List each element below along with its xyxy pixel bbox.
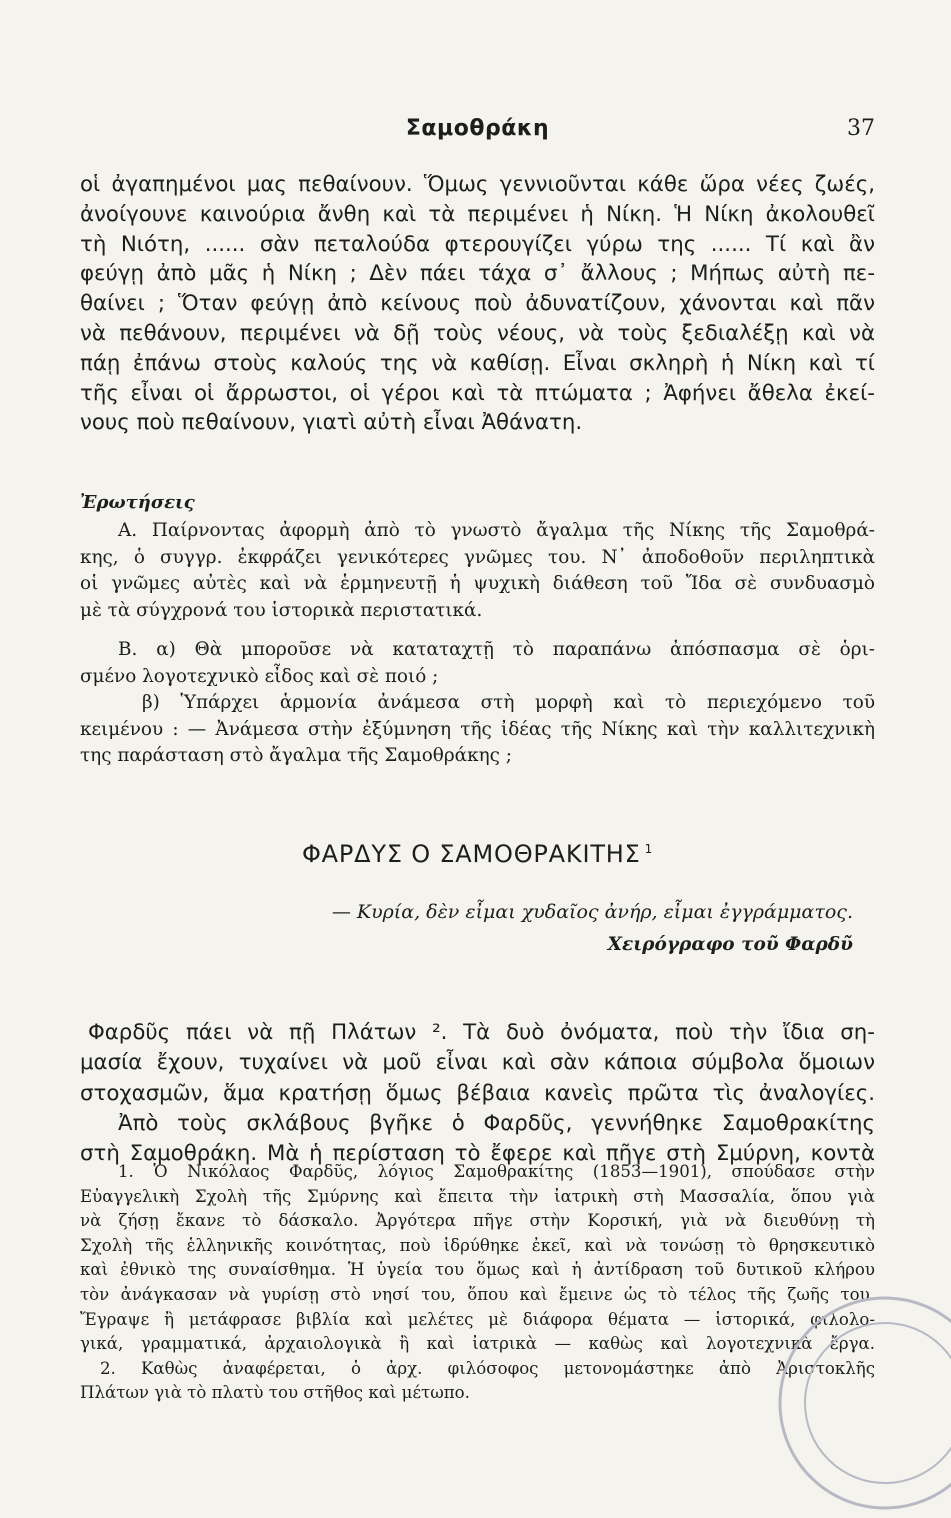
- text-line: στὴ Σαμοθράκη. Μὰ ἡ περίσταση τὸ ἔφερε καὶ πῆγε στὴ Σμύρνη, κοντὰ: [80, 1141, 875, 1167]
- paragraph-2: [80, 1018, 875, 1169]
- footnote-line: Πλάτων γιὰ τὸ πλατὺ του στῆθος καὶ μέτωπο.: [80, 1383, 470, 1403]
- text-line: φεύγῃ ἀπὸ μᾶς ἡ Νίκη ; Δὲν πάει τάχα σ᾿ ἄλλους ; Μήπως αὐτὴ πε-: [80, 261, 875, 287]
- text-line: ἀνοίγουνε καινούρια ἄνθη καὶ τὰ περιμένει ἡ Νίκη. Ἡ Νίκη ἀκολουθεῖ: [80, 201, 875, 227]
- text-line: Φαρδῦς πάει νὰ πῇ Πλάτων ². Τὰ δυὸ ὀνόματα, ποὺ τὴν ἴδια ση-: [88, 1020, 875, 1045]
- footnotes: [80, 1160, 875, 1406]
- text-line: νὰ πεθάνουν, περιμένει νὰ δῇ τοὺς νέους, νὰ τοὺς ξεδιαλέξῃ καὶ νὰ: [80, 320, 875, 346]
- text-line: κης, ὁ συγγρ. ἐκφράζει γενικότερες γνῶμες του. Ν᾿ ἀποδοθοῦν περιληπτικὰ: [80, 546, 875, 568]
- footnote-line: τὸν ἀνάγκασαν νὰ γυρίσῃ στὸ νησί του, ὅπου καὶ ἔμεινε ὡς τὸ τέλος τῆς ζωῆς του.: [80, 1284, 875, 1304]
- text-line: οἱ γνῶμες αὐτὲς καὶ νὰ ἑρμηνευτῇ ἡ ψυχικὴ διάθεση τοῦ Ἴδα σὲ συνδυασμὸ: [80, 573, 875, 594]
- footnote-line: Ἔγραψε ἢ μετάφρασε βιβλία καὶ μελέτες μὲ διάφορα θέματα — ἱστορικά, φιλολο-: [80, 1309, 875, 1329]
- text-line: θαίνει ; Ὅταν φεύγῃ ἀπὸ κείνους ποὺ ἀδυνατίζουν, χάνονται καὶ πᾶν: [80, 291, 875, 317]
- question-a: [80, 518, 875, 624]
- text-line: οἱ ἀγαπημένοι μας πεθαίνουν. Ὅμως γεννιοῦνται κάθε ὥρα νέες ζωές,: [80, 172, 875, 197]
- text-line: Α. Παίρνοντας ἀφορμὴ ἀπὸ τὸ γνωστὸ ἄγαλμα τῆς Νίκης τῆς Σαμοθρά-: [118, 520, 875, 541]
- epigraph-source: Χειρόγραφο τοῦ Φαρδῦ: [607, 934, 853, 955]
- running-head: [80, 116, 875, 146]
- section-title: [80, 840, 875, 868]
- text-line: της παράσταση στὸ ἄγαλμα τῆς Σαμοθράκης ;: [80, 745, 512, 766]
- question-b: [80, 637, 875, 770]
- page-number: 37: [847, 116, 875, 141]
- stamp-inner-ring: [805, 1323, 951, 1483]
- text-line: μὲ τὰ σύγχρονά του ἱστορικὰ περιστατικά.: [80, 599, 483, 621]
- text-line: στοχασμῶν, ἅμα κρατήσῃ ὅμως βέβαια κανεὶς πρῶτα τὶς ἀναλογίες.: [80, 1080, 875, 1106]
- footnote-line: καὶ ἐθνικὸ της συναίσθημα. Ἡ ὑγεία του ὅμως καὶ ἡ ἀντίδραση τοῦ δυτικοῦ κλήρου: [80, 1260, 875, 1280]
- text-line: σμένο λογοτεχνικὸ εἶδος καὶ σὲ ποιό ;: [80, 665, 439, 687]
- questions-heading: Ἐρωτήσεις: [80, 492, 195, 513]
- text-line: Ἀπὸ τοὺς σκλάβους βγῆκε ὁ Φαρδῦς, γεννήθηκε Σαμοθρακίτης: [118, 1110, 875, 1136]
- text-line: τῆς εἶναι οἱ ἄρρωστοι, οἱ γέροι καὶ τὰ πτώματα ; Ἀφήνει ἄθελα ἐκεί-: [80, 380, 875, 406]
- text-line: πάῃ ἐπάνω στοὺς καλούς της νὰ καθίσῃ. Εἶναι σκληρὴ ἡ Νίκη καὶ τί: [80, 350, 875, 376]
- text-line: νους ποὺ πεθαίνουν, γιατὶ αὐτὴ εἶναι Ἀθάνατη.: [80, 410, 583, 436]
- text-line: μασία ἔχουν, τυχαίνει νὰ μοῦ εἶναι καὶ σὰν κάποια σύμβολα ὅμοιων: [80, 1050, 875, 1076]
- paragraph-1: [80, 170, 875, 438]
- text-line: β) Ὑπάρχει ἁρμονία ἀνάμεσα στὴ μορφὴ καὶ τὸ περιεχόμενο τοῦ: [142, 692, 875, 713]
- footnote-line: γικά, γραμματικά, ἀρχαιολογικὰ ἢ καὶ ἰατρικὰ — καθὼς καὶ λογοτεχνικὰ ἔργα.: [80, 1334, 875, 1354]
- library-stamp: [770, 1288, 951, 1518]
- text-line: κειμένου : — Ἀνάμεσα στὴν ἐξύμνηση τῆς ἰδέας τῆς Νίκης καὶ τὴν καλλιτεχνικὴ: [80, 718, 875, 740]
- text-line: Β. α) Θὰ μποροῦσε νὰ καταταχτῇ τὸ παραπάνω ἀπόσπασμα σὲ ὁρι-: [118, 639, 875, 660]
- footnote-line: Σχολὴ τῆς ἑλληνικῆς κοινότητας, ποὺ ἱδρύθηκε ἐκεῖ, καὶ νὰ τονώσῃ τὸ θρησκευτικὸ: [80, 1235, 875, 1255]
- running-head-title: Σαμοθράκη: [405, 116, 550, 141]
- footnote-line: 2. Καθὼς ἀναφέρεται, ὁ ἀρχ. φιλόσοφος μετονομάστηκε ἀπὸ Ἀριστοκλῆς: [100, 1358, 875, 1378]
- footnote-line: 1. Ὁ Νικόλαος Φαρδῦς, λόγιος Σαμοθρακίτης (1853—1901), σπούδασε στὴν: [118, 1162, 875, 1181]
- footnote-line: νὰ ζήσῃ ἔκανε τὸ δάσκαλο. Ἀργότερα πῆγε στὴν Κορσική, γιὰ νὰ διευθύνῃ τὴ: [80, 1211, 875, 1231]
- footnote-marker: 1: [644, 842, 654, 856]
- text-line: τὴ Νιότη, ...... σὰν πεταλούδα φτερουγίζει γύρω της ...... Τί καὶ ἂν: [80, 231, 875, 257]
- epigraph: — Κυρία, δὲν εἶμαι χυδαῖος ἀνήρ, εἶμαι ἐγγράμματος.: [331, 901, 853, 923]
- footnote-line: Εὐαγγελικὴ Σχολὴ τῆς Σμύρνης καὶ ἔπειτα τὴν ἰατρικὴ στὴ Μασσαλία, ὅπου γιὰ: [80, 1186, 875, 1206]
- section-title-text: ΦΑΡΔΥΣ Ο ΣΑΜΟΘΡΑΚΙΤΗΣ: [301, 840, 641, 868]
